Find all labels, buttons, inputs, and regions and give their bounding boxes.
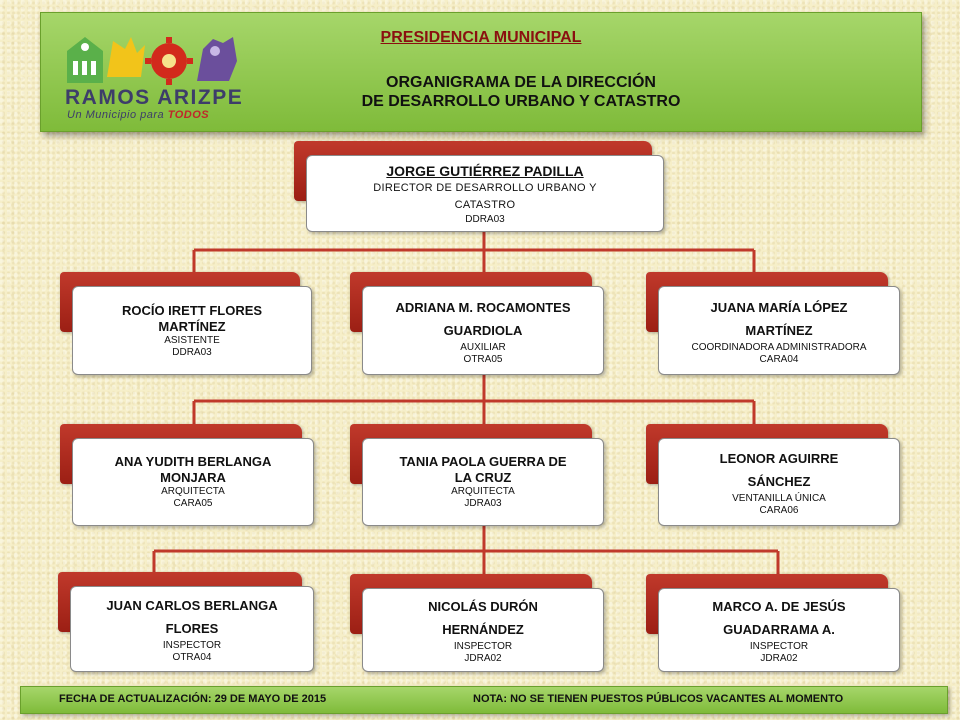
node-code: OTRA05 [463, 353, 503, 365]
node-name-line2: GUADARRAMA A. [723, 622, 835, 637]
org-node-card [70, 586, 314, 672]
org-node-card [658, 286, 900, 375]
director-card [306, 155, 664, 232]
node-name-line2: SÁNCHEZ [747, 474, 811, 489]
org-node-marco-guadarrama [646, 574, 888, 672]
header-subtitle-line2: DE DESARROLLO URBANO Y CATASTRO [361, 93, 681, 110]
director-name: JORGE GUTIÉRREZ PADILLA [386, 162, 584, 179]
org-node-tania-guerra [350, 424, 592, 526]
node-name-line2: MARTÍNEZ [745, 322, 813, 338]
node-name-line1: JUAN CARLOS BERLANGA [106, 598, 278, 613]
org-node-nicolas-duron [350, 574, 592, 672]
node-name-line1: TANIA PAOLA GUERRA DE [399, 454, 567, 469]
node-name-line1: MARCO A. DE JESÚS [712, 599, 846, 614]
node-position: COORDINADORA ADMINISTRADORA [691, 341, 867, 353]
org-node-card [362, 438, 604, 526]
node-position: ARQUITECTA [161, 486, 225, 497]
org-node-card [658, 588, 900, 672]
node-name-line2: LA CRUZ [454, 470, 512, 485]
logo-tagline-start: Un Municipio para [67, 109, 168, 121]
node-code: CARA04 [759, 353, 799, 365]
org-node-ana-berlanga [60, 424, 302, 526]
node-name-line1: ADRIANA M. ROCAMONTES [395, 299, 571, 315]
header-subtitle-line1: ORGANIGRAMA DE LA DIRECCIÓN [386, 74, 656, 91]
node-code: CARA06 [759, 505, 799, 516]
footer-note: NOTA: NO SE TIENEN PUESTOS PÚBLICOS VACANTES AL MOMENTO [473, 693, 844, 705]
node-position: INSPECTOR [749, 641, 809, 652]
node-code: CARA05 [173, 498, 213, 509]
director-node [294, 141, 652, 232]
node-position: INSPECTOR [162, 640, 222, 651]
node-name-line2: MARTÍNEZ [158, 318, 226, 334]
director-code: DDRA03 [465, 213, 505, 225]
node-position: INSPECTOR [453, 641, 513, 652]
org-node-rocio-flores [60, 272, 300, 375]
org-node-adriana-rocamontes [350, 272, 592, 375]
logo-name: RAMOS ARIZPE [65, 86, 244, 109]
node-position: ASISTENTE [164, 334, 220, 346]
node-name-line2: FLORES [165, 621, 219, 636]
org-node-leonor-aguirre [646, 424, 888, 526]
node-code: OTRA04 [172, 652, 212, 663]
header-title: PRESIDENCIA MUNICIPAL [380, 29, 582, 46]
org-node-card [658, 438, 900, 526]
node-name-line2: GUARDIOLA [443, 322, 523, 338]
node-name-line1: ROCÍO IRETT FLORES [121, 302, 263, 318]
node-code: JDRA02 [464, 653, 502, 664]
node-name-line1: ANA YUDITH BERLANGA [114, 454, 272, 469]
node-name-line1: JUANA MARÍA LÓPEZ [710, 299, 848, 315]
director-position-line1: DIRECTOR DE DESARROLLO URBANO Y [373, 181, 597, 194]
node-code: JDRA02 [760, 653, 798, 664]
node-name-line1: LEONOR AGUIRRE [719, 451, 839, 466]
node-position: VENTANILLA ÚNICA [732, 493, 826, 504]
logo-tagline-accent: TODOS [167, 109, 210, 121]
node-position: ARQUITECTA [451, 486, 515, 497]
org-node-juan-berlanga [58, 572, 302, 672]
node-code: JDRA03 [464, 498, 502, 509]
node-name-line2: HERNÁNDEZ [442, 622, 524, 637]
footer-update-date: FECHA DE ACTUALIZACIÓN: 29 DE MAYO DE 2015 [59, 693, 327, 705]
org-node-juana-lopez [646, 272, 888, 375]
node-name-line2: MONJARA [160, 470, 226, 485]
footer-banner [20, 686, 948, 714]
node-position: AUXILIAR [460, 341, 506, 353]
org-node-card [72, 286, 312, 375]
org-node-card [72, 438, 314, 526]
org-node-card [362, 286, 604, 375]
node-name-line1: NICOLÁS DURÓN [428, 599, 538, 614]
org-node-card [362, 588, 604, 672]
node-code: DDRA03 [172, 346, 212, 358]
director-position-line2: CATASTRO [454, 198, 516, 211]
